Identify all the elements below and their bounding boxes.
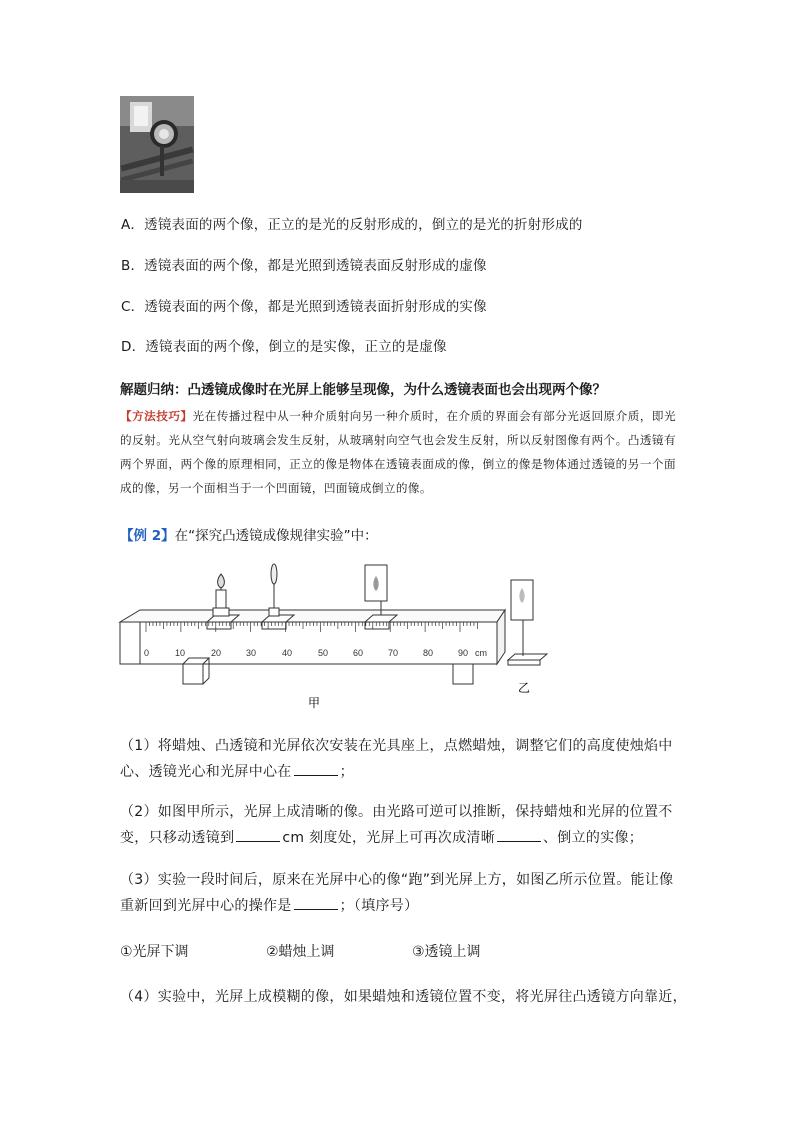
option-a: A．透镜表面的两个像，正立的是光的反射形成的，倒立的是光的折射形成的: [121, 217, 583, 233]
method-tip: [120, 404, 676, 500]
q2-tail: 、倒立的实像；: [543, 830, 644, 846]
tick-label: 0: [144, 648, 150, 658]
example-text: 在“探究凸透镜成像规律实验”中：: [174, 528, 378, 544]
q3-text: （3）实验一段时间后，原来在光屏中心的像“跑”到光屏上方，如图乙所示位置。能让像重新回到光屏中心的操作是: [120, 872, 674, 914]
q2-mid: cm 刻度处，光屏上可再次成清晰: [282, 830, 495, 846]
summary-question: 解题归纳：凸透镜成像时在光屏上能够呈现像，为什么透镜表面也会出现两个像？: [120, 382, 606, 398]
q3-tail: ；（填序号）: [339, 898, 419, 914]
tick-label: 80: [423, 648, 434, 658]
unit-label: cm: [475, 648, 487, 658]
q1-tail: ；: [339, 764, 354, 780]
tick-label: 50: [318, 648, 329, 658]
q2-blank-1[interactable]: [236, 827, 280, 842]
question-4: （4）实验中，光屏上成模糊的像，如果蜡烛和透镜位置不变，将光屏往凸透镜方向靠近，: [120, 989, 687, 1005]
tick-label: 30: [246, 648, 257, 658]
q2-blank-2[interactable]: [497, 827, 541, 842]
optical-bench-figure: [115, 560, 555, 710]
method-tip-text: 光在传播过程中从一种介质射向另一种介质时，在介质的界面会有部分光返回原介质，即光的反射。光从空气射向玻璃会发生反射，从玻璃射向空气也会发生反射，所以反射图像有两个。凸透镜有两个界面，两个像的原理相同，正立的像是物体在透镜表面成的像，倒立的像是物体通过透镜的另一个面成的像，另一个面相当于一个凹面镜，凹面镜成倒立的像。: [120, 409, 676, 495]
label-yi: 乙: [518, 681, 531, 695]
question-1: [120, 733, 676, 785]
q3-blank[interactable]: [294, 895, 338, 910]
option-b: B．透镜表面的两个像，都是光照到透镜表面反射形成的虚像: [121, 258, 487, 274]
choice-1: ①光屏下调: [120, 944, 189, 960]
tick-label: 40: [282, 648, 293, 658]
q1-blank[interactable]: [294, 761, 338, 776]
tick-label: 70: [388, 648, 399, 658]
choice-2: ②蜡烛上调: [266, 944, 335, 960]
option-c: C．透镜表面的两个像，都是光照到透镜表面折射形成的实像: [121, 299, 487, 315]
lens-photo: [120, 96, 194, 193]
tick-label: 20: [211, 648, 222, 658]
tick-label: 90: [458, 648, 469, 658]
example-tag: 【例 2】: [120, 528, 175, 544]
tick-label: 10: [175, 648, 186, 658]
example-heading: [120, 524, 378, 544]
q1-text: （1）将蜡烛、凸透镜和光屏依次安装在光具座上，点燃蜡烛，调整它们的高度使烛焰中心、透镜光心和光屏中心在: [120, 738, 673, 780]
method-tip-tag: 【方法技巧】: [120, 409, 193, 423]
choice-3: ③透镜上调: [412, 944, 481, 960]
question-3: [120, 867, 676, 919]
q2-text: （2）如图甲所示，光屏上成清晰的像。由光路可逆可以推断，保持蜡烛和光屏的位置不变，只移动透镜到: [120, 804, 673, 846]
label-jia: 甲: [308, 696, 321, 710]
question-2: [120, 799, 676, 851]
option-d: D．透镜表面的两个像，倒立的是实像，正立的是虚像: [121, 339, 447, 355]
tick-label: 60: [353, 648, 364, 658]
